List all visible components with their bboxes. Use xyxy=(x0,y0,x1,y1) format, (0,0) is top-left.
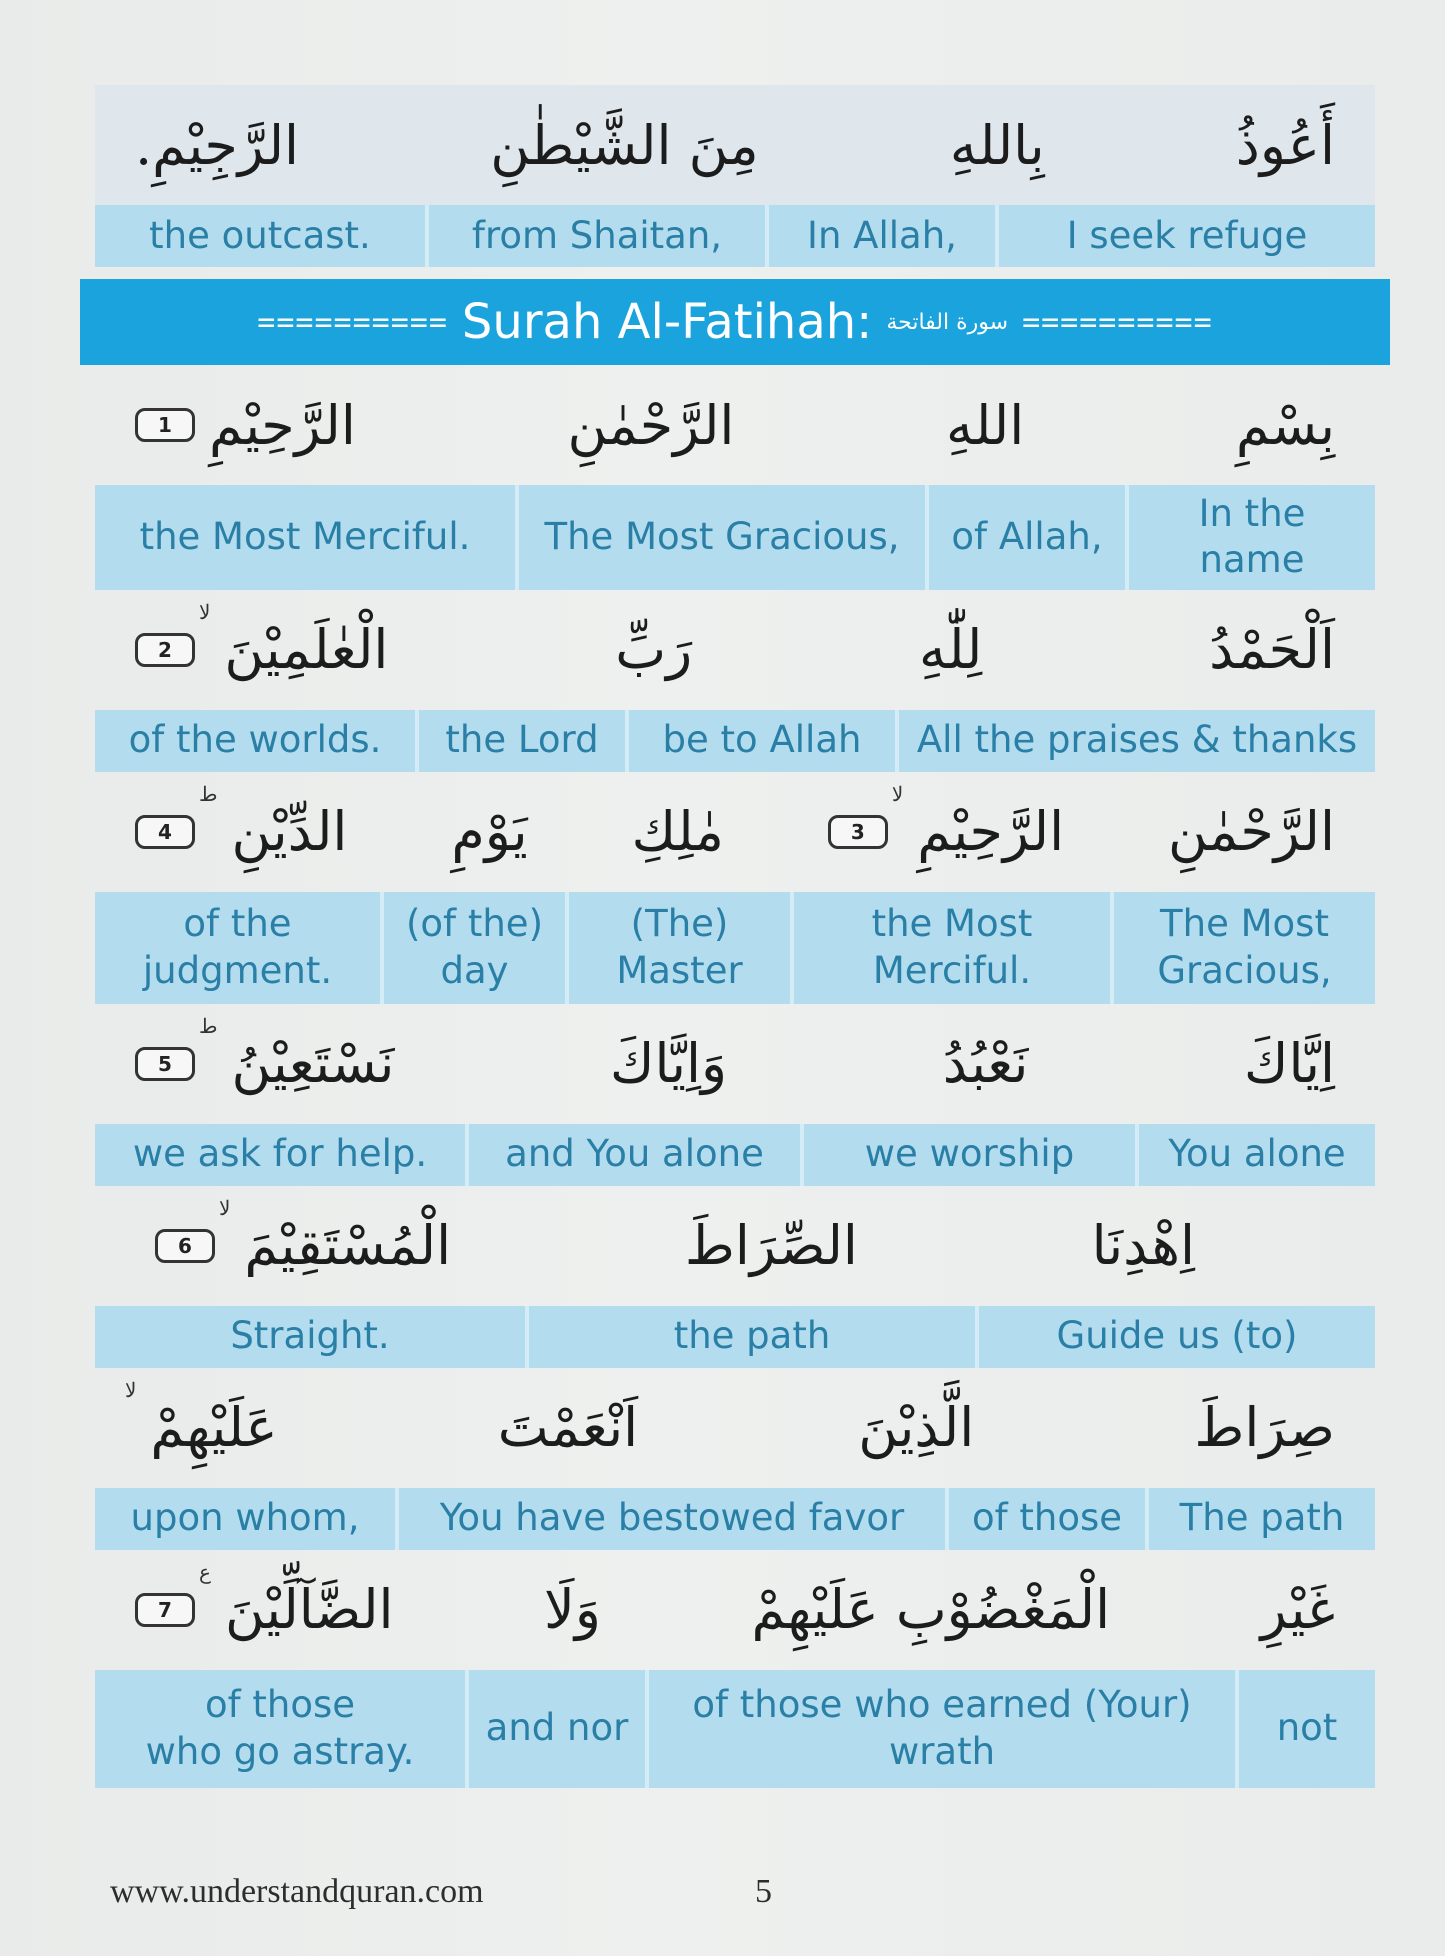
arabic-word: أَعُوذُ xyxy=(1235,113,1335,177)
surah-title-banner xyxy=(80,279,1390,365)
arabic-word-with-marker xyxy=(135,394,356,457)
translation-cell: the Lord xyxy=(415,710,625,772)
arabic-word: الرَّحْمٰنِ xyxy=(567,393,735,457)
translation-text: the Most xyxy=(871,902,1033,946)
arabic-word: اَنْعَمْتَ xyxy=(497,1396,639,1459)
ayah-2-arabic-line xyxy=(95,590,1375,710)
arabic-word-with-marker xyxy=(135,1013,395,1095)
arabic-word-with-marker xyxy=(135,1559,394,1641)
arabic-word: نَسْتَعِيْنُ xyxy=(231,1032,395,1095)
translation-text: and nor xyxy=(485,1706,629,1750)
arabic-word: وَاِيَّاكَ xyxy=(610,1032,728,1095)
arabic-word-with-marker xyxy=(135,781,348,863)
ayah-number-marker: 2 xyxy=(135,633,195,667)
translation-cell: the path xyxy=(525,1306,975,1368)
translation-cell: The path xyxy=(1145,1488,1375,1550)
arabic-word: اِيَّاكَ xyxy=(1244,1032,1335,1095)
arabic-word-with-marker xyxy=(135,599,389,681)
ayah-7b-translation-line xyxy=(95,1670,1375,1788)
ayah-3-4-translation-line xyxy=(95,892,1375,1004)
pause-sign: لا xyxy=(199,599,211,624)
arabic-word: الدِّيْنِ xyxy=(231,800,348,863)
arabic-word: مِنَ الشَّيْطٰنِ xyxy=(490,113,759,177)
website-text: www.understandquran.com xyxy=(110,1873,484,1910)
arabic-word: اللهِ xyxy=(945,393,1025,457)
translation-cell xyxy=(95,892,380,1004)
arabic-word: غَيْرِ xyxy=(1260,1578,1335,1641)
ayah-number-marker: 5 xyxy=(135,1047,195,1081)
pause-sign: لا xyxy=(125,1377,137,1402)
ayah-7b-arabic-line xyxy=(95,1550,1375,1670)
translation-text: who go astray. xyxy=(145,1729,415,1773)
translation-cell: You alone xyxy=(1135,1124,1375,1186)
translation-text: Gracious, xyxy=(1157,948,1332,992)
ayah-7a-translation-line xyxy=(95,1488,1375,1550)
arabic-word-with-marker xyxy=(828,781,1065,863)
arabic-word: الْمُسْتَقِيْمَ xyxy=(244,1214,452,1277)
ayah-number-marker: 6 xyxy=(155,1229,215,1263)
arabic-word: رَبِّ xyxy=(615,618,693,681)
ayah-3-4-arabic-line xyxy=(95,772,1375,892)
translation-text: (The) xyxy=(630,902,729,946)
arabic-word: الَّذِيْنَ xyxy=(858,1396,975,1459)
translation-cell xyxy=(95,1670,465,1788)
ayah-5-translation-line xyxy=(95,1124,1375,1186)
istiadha-arabic-line xyxy=(95,85,1375,205)
arabic-word: نَعْبُدُ xyxy=(942,1032,1029,1095)
translation-cell: upon whom, xyxy=(130,1496,360,1540)
translation-cell: Straight. xyxy=(230,1314,390,1358)
arabic-word: عَلَيْهِمْ xyxy=(150,1396,278,1459)
arabic-word: اَلْحَمْدُ xyxy=(1209,618,1335,681)
arabic-word: الْمَغْضُوْبِ عَلَيْهِمْ xyxy=(751,1578,1111,1641)
surah-title: Surah Al-Fatihah: xyxy=(461,294,873,350)
arabic-word: الصِّرَاطَ xyxy=(684,1214,858,1277)
translation-cell xyxy=(1235,1670,1375,1788)
arabic-word: الرَّحْمٰنِ xyxy=(1168,800,1335,863)
istiadha-translation-line xyxy=(95,205,1375,267)
translation-cell: of Allah, xyxy=(925,485,1125,590)
pause-sign: ط xyxy=(199,781,218,806)
arabic-word: لِلّٰهِ xyxy=(919,618,983,681)
translation-cell: All the praises & thanks xyxy=(895,710,1375,772)
translation-cell: we worship xyxy=(800,1124,1135,1186)
translation-text: not xyxy=(1276,1706,1338,1750)
arabic-word: صِرَاطَ xyxy=(1194,1396,1335,1459)
banner-rule-left: ========== xyxy=(257,304,448,340)
surah-arabic-title: سورة الفاتحة xyxy=(886,309,1009,335)
arabic-word: الرَّجِيْمِ. xyxy=(135,113,300,177)
ayah-1-arabic-line xyxy=(95,365,1375,485)
translation-text: Master xyxy=(616,948,743,992)
ayah-7a-arabic-line xyxy=(95,1368,1375,1488)
pause-sign: لا xyxy=(891,781,904,806)
translation-cell: the outcast. xyxy=(149,213,371,257)
translation-cell: be to Allah xyxy=(625,710,895,772)
arabic-word: بِاللهِ xyxy=(949,113,1045,177)
page-footer xyxy=(110,1862,910,1922)
arabic-word: الرَّحِيْمِ xyxy=(917,800,1065,863)
translation-cell: and You alone xyxy=(465,1124,800,1186)
arabic-word-with-marker xyxy=(155,1195,452,1277)
translation-cell: from Shaitan, xyxy=(425,205,765,267)
translation-text: The Most xyxy=(1160,902,1329,946)
translation-cell xyxy=(790,892,1110,1004)
translation-cell xyxy=(1110,892,1375,1004)
arabic-word: اِهْدِنَا xyxy=(1091,1214,1195,1277)
translation-text: of the xyxy=(183,902,292,946)
translation-cell xyxy=(380,892,565,1004)
ayah-2-translation-line xyxy=(95,710,1375,772)
translation-cell: the Most Merciful. xyxy=(139,515,471,559)
translation-text: wrath xyxy=(888,1729,996,1773)
pause-sign: ع xyxy=(199,1559,211,1584)
translation-cell: Guide us (to) xyxy=(975,1306,1375,1368)
translation-text: Merciful. xyxy=(872,948,1032,992)
ayah-number-marker: 1 xyxy=(135,408,195,442)
arabic-word: وَلَا xyxy=(544,1578,601,1641)
translation-cell: of those xyxy=(945,1488,1145,1550)
ayah-6-arabic-line xyxy=(95,1186,1375,1306)
arabic-word: بِسْمِ xyxy=(1235,393,1335,457)
arabic-word: الْعٰلَمِيْنَ xyxy=(224,618,389,681)
translation-cell xyxy=(465,1670,645,1788)
arabic-word: مٰلِكِ xyxy=(631,800,724,863)
pause-sign: ط xyxy=(199,1013,218,1038)
ayah-number-marker: 4 xyxy=(135,815,195,849)
translation-cell: You have bestowed favor xyxy=(395,1488,945,1550)
pause-sign: لا xyxy=(219,1195,231,1220)
translation-cell xyxy=(645,1670,1235,1788)
translation-text: of those who earned (Your) xyxy=(692,1683,1192,1727)
translation-cell: The Most Gracious, xyxy=(515,485,925,590)
translation-cell xyxy=(565,892,790,1004)
translation-cell: In Allah, xyxy=(765,205,995,267)
ayah-number-marker: 3 xyxy=(828,815,888,849)
translation-cell: of the worlds. xyxy=(128,718,382,762)
ayah-6-translation-line xyxy=(95,1306,1375,1368)
arabic-word: الضَّآلِّيْنَ xyxy=(224,1578,394,1641)
translation-cell: I seek refuge xyxy=(995,205,1375,267)
translation-cell: we ask for help. xyxy=(132,1132,428,1176)
translation-text: of those xyxy=(204,1683,356,1727)
translation-text: judgment. xyxy=(142,948,333,992)
page-content xyxy=(95,85,1375,1788)
page-number: 5 xyxy=(755,1873,772,1910)
translation-text: day xyxy=(440,948,509,992)
translation-cell: In the name xyxy=(1125,485,1375,590)
arabic-word: الرَّحِيْمِ xyxy=(209,393,356,457)
arabic-word: يَوْمِ xyxy=(451,800,528,863)
ayah-number-marker: 7 xyxy=(135,1593,195,1627)
translation-text: (of the) xyxy=(405,902,543,946)
ayah-5-arabic-line xyxy=(95,1004,1375,1124)
ayah-1-translation-line xyxy=(95,485,1375,590)
arabic-word-with-marker xyxy=(125,1377,278,1459)
banner-rule-right: ========== xyxy=(1022,304,1213,340)
